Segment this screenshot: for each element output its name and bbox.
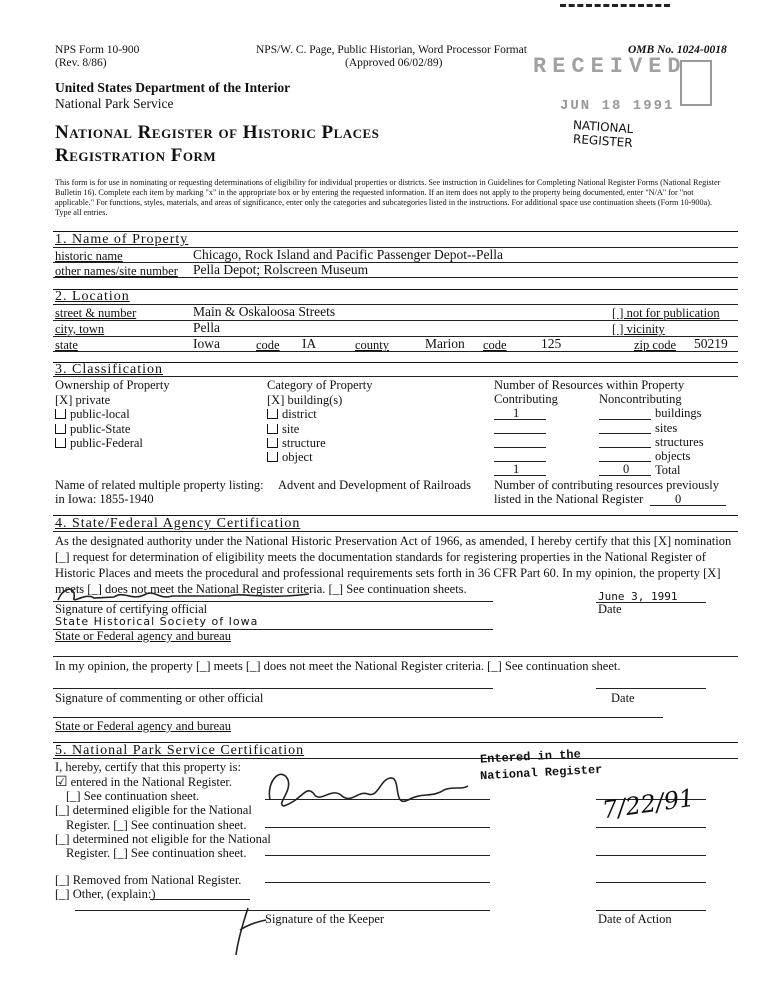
previously-listed-label: Number of contributing resources previously	[494, 478, 719, 492]
category-site[interactable]: site	[267, 422, 299, 437]
other-names-value: Pella Depot; Rolscreen Museum	[193, 262, 369, 277]
omb-number: OMB No. 1024-0018	[628, 44, 727, 56]
street-value: Main & Oskaloosa Streets	[193, 304, 336, 319]
national-stamp: NATIONAL	[572, 117, 634, 137]
county-code-value: 125	[541, 336, 562, 351]
nps-intro: I, hereby, certify that this property is:	[55, 760, 241, 774]
date-line-3	[596, 855, 706, 856]
keeper-label: Signature of the Keeper	[265, 912, 385, 926]
form-revision: (Rev. 8/86)	[55, 57, 107, 69]
zip-label: zip code	[634, 338, 676, 352]
contrib-blank	[494, 461, 546, 462]
other-names-label: other names/site number	[55, 264, 178, 278]
rule	[53, 758, 738, 759]
rule	[53, 351, 738, 352]
received-date-stamp: JUN 18 1991	[560, 98, 675, 114]
state-label: state	[55, 338, 78, 352]
rule	[53, 336, 738, 337]
noncontributing-header: Noncontributing	[599, 392, 682, 406]
commenting-date-line	[596, 688, 706, 689]
multiple-listing-label: Name of related multiple property listing:	[55, 478, 264, 492]
category-buildings[interactable]: [X] building(s)	[267, 393, 343, 407]
multiple-listing-value: Advent and Development of Railroads	[278, 478, 472, 492]
category-title: Category of Property	[267, 378, 373, 392]
register-stamp: REGISTER	[572, 131, 634, 151]
contrib-total: 1	[513, 462, 520, 476]
category-district[interactable]: district	[267, 407, 317, 422]
agency-label-2: State or Federal agency and bureau	[55, 719, 231, 733]
noncontrib-blank	[599, 447, 651, 448]
noncontrib-blank	[599, 419, 651, 420]
previously-listed-value: 0	[675, 492, 682, 506]
rule	[53, 304, 738, 305]
rule	[53, 289, 738, 290]
date-line-2	[596, 827, 706, 828]
ownership-public-local[interactable]: public-local	[55, 407, 130, 422]
rule	[53, 320, 738, 321]
action-date-line	[596, 910, 706, 911]
section-5-heading: 5. National Park Service Certification	[55, 743, 305, 758]
nps-continuation-1[interactable]: [_] See continuation sheet.	[66, 789, 200, 803]
noncontrib-blank	[599, 433, 651, 434]
service: National Park Service	[55, 96, 174, 111]
date-of-action-label: Date of Action	[598, 912, 672, 926]
nps-entered[interactable]: ☑ entered in the National Register.	[55, 775, 232, 790]
agency-line-2	[53, 717, 663, 718]
code-label: code	[256, 338, 280, 352]
section-3-heading: 3. Classification	[55, 362, 163, 377]
action-date-handwritten: 7/22/91	[600, 783, 697, 825]
initials-scribble	[226, 900, 276, 960]
section-4-heading: 4. State/Federal Agency Certification	[55, 516, 301, 531]
entered-stamp: Entered in the	[479, 747, 582, 767]
street-label: street & number	[55, 306, 137, 320]
keeper-signature-line	[265, 910, 490, 911]
nps-removed[interactable]: [_] Removed from National Register.	[55, 873, 242, 887]
agency-label: State or Federal agency and bureau	[55, 629, 231, 643]
city-value: Pella	[193, 320, 220, 335]
ownership-public-federal[interactable]: public-Federal	[55, 436, 143, 451]
noncontrib-total: 0	[623, 462, 630, 476]
ownership-public-state[interactable]: public-State	[55, 422, 130, 437]
certification-date: June 3, 1991	[598, 590, 678, 603]
vicinity-checkbox[interactable]: [ ] vicinity	[612, 322, 665, 336]
keeper-line-3	[265, 855, 490, 856]
keeper-signature	[262, 760, 472, 820]
approved-date: (Approved 06/02/89)	[345, 57, 443, 69]
contributing-header: Contributing	[494, 392, 558, 406]
historic-name-label: historic name	[55, 249, 123, 263]
resource-structures: structures	[655, 435, 704, 449]
nps-determined-not-eligible[interactable]: [_] determined not eligible for the National	[55, 832, 271, 846]
page-title: National Register of Historic Places	[55, 122, 380, 143]
multiple-listing-value-2: in Iowa: 1855-1940	[55, 492, 154, 506]
rule	[53, 656, 738, 657]
top-scan-mark	[560, 4, 670, 7]
commenting-line	[53, 688, 493, 689]
rule	[53, 262, 738, 263]
rule	[53, 376, 738, 377]
previously-listed-label-2: listed in the National Register	[494, 492, 644, 506]
section-1-heading: 1. Name of Property	[55, 232, 189, 247]
section-2-heading: 2. Location	[55, 289, 130, 304]
keeper-line-1	[265, 799, 490, 800]
received-stamp: RECEIVED	[533, 54, 687, 79]
opinion-text: In my opinion, the property [_] meets [_] does not meet the National Register criteria. [_] See continuation sheet.	[55, 659, 621, 673]
instructions: This form is for use in nominating or requesting determinations of eligibility for individual properties or districts. See instruction in Guidelines for Completing National Register Forms (National Register Bulletin 16). Complete each item by marking "x" in the appropriate box or by entering the requested information. If an item does not apply to the property being documented, enter "N/A" for "not applicable." For functions, styles, materials, and areas of significance, enter only the categories and subcategories listed in the instructions. For additional space use continuation sheets (Form 10-900a). Type all entries.	[55, 178, 721, 217]
nps-continuation-3[interactable]: Register. [_] See continuation sheet.	[66, 846, 247, 860]
code-value: IA	[302, 336, 317, 351]
word-processor-note: NPS/W. C. Page, Public Historian, Word Processor Format	[256, 44, 527, 56]
resource-sites: sites	[655, 421, 678, 435]
date-line-4	[596, 882, 706, 883]
resource-buildings: buildings	[655, 406, 702, 420]
contrib-blank	[494, 447, 546, 448]
commenting-date-label: Date	[611, 691, 635, 705]
certification-paragraph: As the designated authority under the National Historic Preservation Act of 1966, as amended, I hereby certify that this [X] nomination [_] request for determination of eligibility meets the documentation standards for registering properties in the National Register of Historic Places and meets the procedural and professional requirements sets forth in 36 CFR Part 60. In my opinion, the property [X] meets [_] does not meet the National Register criteria. [_] See continuation sheets.	[55, 534, 732, 596]
signature-label: Signature of certifying official	[55, 602, 208, 616]
keeper-line-2	[265, 827, 490, 828]
not-for-publication[interactable]: [ ] not for publication	[612, 306, 720, 320]
zip-value: 50219	[694, 336, 728, 351]
contrib-blank	[494, 433, 546, 434]
prev-value-blank	[650, 505, 726, 506]
county-label: county	[355, 338, 390, 352]
page-subtitle: Registration Form	[55, 145, 217, 166]
ownership-private[interactable]: [X] private	[55, 393, 111, 407]
nps-other[interactable]: [_] Other, (explain:)	[55, 887, 156, 901]
city-label: city, town	[55, 322, 105, 336]
resource-total: Total	[655, 463, 681, 477]
state-value: Iowa	[193, 336, 220, 351]
rule	[53, 531, 738, 532]
date-label: Date	[598, 602, 622, 616]
contrib-blank	[494, 475, 546, 476]
nps-determined-eligible[interactable]: [_] determined eligible for the National	[55, 803, 252, 817]
national-register-stamp: National Register	[479, 762, 603, 784]
historic-name-value: Chicago, Rock Island and Pacific Passenger Depot--Pella	[193, 247, 504, 262]
keeper-line-4	[265, 882, 490, 883]
category-structure[interactable]: structure	[267, 436, 326, 451]
category-object[interactable]: object	[267, 450, 313, 465]
commenting-label: Signature of commenting or other official	[55, 691, 264, 705]
contrib-blank	[494, 419, 546, 420]
stamp-box	[680, 60, 712, 106]
county-value: Marion	[425, 336, 465, 351]
form-number: NPS Form 10-900	[55, 44, 140, 56]
nps-continuation-2[interactable]: Register. [_] See continuation sheet.	[66, 818, 247, 832]
department: United States Department of the Interior	[55, 80, 291, 95]
ownership-title: Ownership of Property	[55, 378, 170, 392]
contrib-buildings: 1	[513, 406, 520, 420]
county-code-label: code	[483, 338, 507, 352]
rule	[53, 277, 738, 278]
resource-objects: objects	[655, 449, 691, 463]
agency-value: State Historical Society of Iowa	[55, 615, 259, 628]
resources-title: Number of Resources within Property	[494, 378, 685, 392]
